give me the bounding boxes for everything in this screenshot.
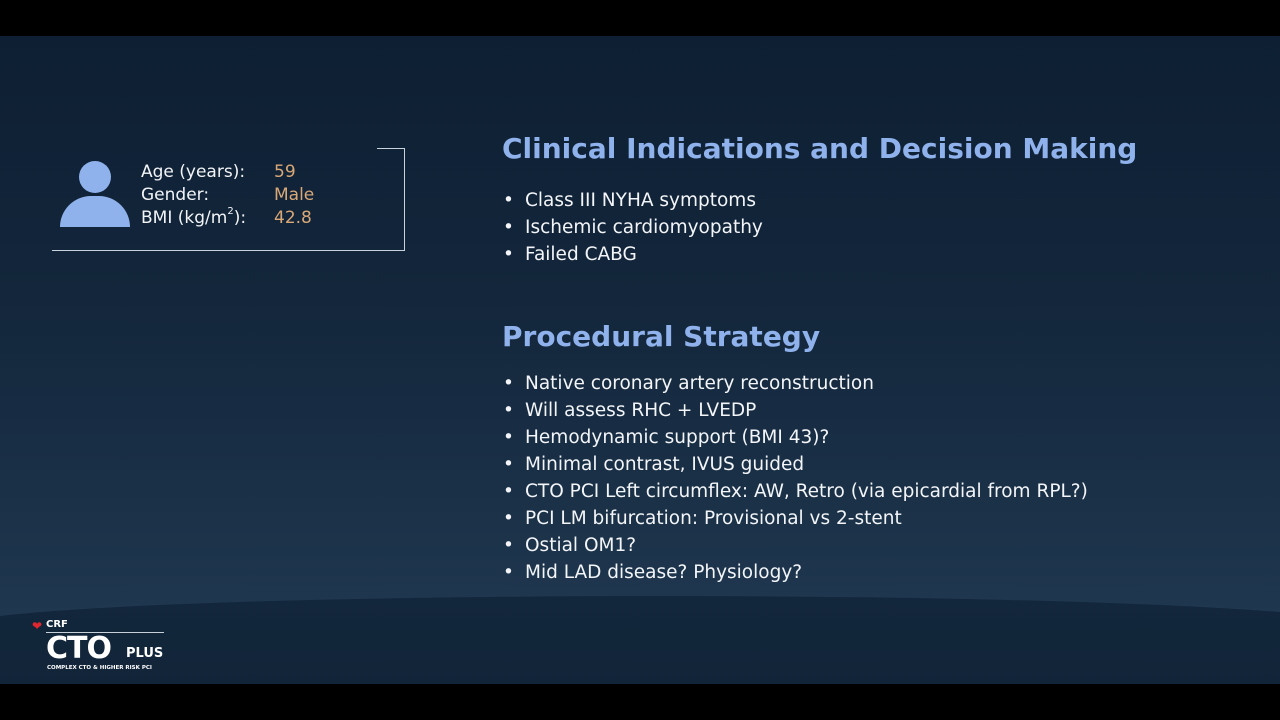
list-item: • Ostial OM1? (502, 532, 1088, 559)
procedural-title: Procedural Strategy (502, 320, 821, 353)
clinical-title: Clinical Indications and Decision Making (502, 132, 1138, 165)
list-item: • Failed CABG (502, 241, 763, 268)
list-item: • Will assess RHC + LVEDP (502, 397, 1088, 424)
person-icon (60, 161, 130, 227)
bmi-value: 42.8 (274, 207, 312, 228)
age-row (141, 160, 314, 183)
slide (0, 36, 1280, 684)
procedural-list (502, 370, 1088, 586)
age-value: 59 (274, 161, 296, 182)
clinical-list (502, 187, 763, 268)
logo-tagline: COMPLEX CTO & HIGHER RISK PCI (47, 665, 152, 671)
bottom-band (0, 596, 1280, 684)
bmi-row (141, 206, 314, 229)
patient-card (52, 148, 405, 251)
bmi-label-suffix: ): (233, 207, 247, 228)
list-item: • PCI LM bifurcation: Provisional vs 2-stent (502, 505, 1088, 532)
list-item: • CTO PCI Left circumflex: AW, Retro (via epicardial from RPL?) (502, 478, 1088, 505)
gender-value: Male (274, 184, 315, 205)
person-icon-head (79, 161, 111, 193)
list-item: • Mid LAD disease? Physiology? (502, 559, 1088, 586)
person-icon-body (60, 196, 130, 227)
bmi-label-prefix: BMI (kg/m (141, 207, 228, 228)
patient-stats (141, 160, 314, 229)
logo-cto: CTO (46, 631, 111, 666)
gender-label: Gender: (141, 184, 210, 205)
list-item: • Minimal contrast, IVUS guided (502, 451, 1088, 478)
letterbox-bottom (0, 684, 1280, 720)
bmi-label-superscript: 2 (227, 205, 234, 217)
list-item: • Native coronary artery reconstruction (502, 370, 1088, 397)
logo-plus: PLUS (126, 646, 164, 661)
list-item: • Hemodynamic support (BMI 43)? (502, 424, 1088, 451)
age-label: Age (years): (141, 161, 246, 182)
cto-plus-logo (32, 618, 172, 678)
letterbox-top (0, 0, 1280, 36)
heart-icon: ❤ (32, 619, 43, 633)
logo-crf: CRF (46, 619, 68, 630)
list-item: • Ischemic cardiomyopathy (502, 214, 763, 241)
list-item: • Class III NYHA symptoms (502, 187, 763, 214)
gender-row (141, 183, 314, 206)
bmi-label (141, 205, 274, 228)
